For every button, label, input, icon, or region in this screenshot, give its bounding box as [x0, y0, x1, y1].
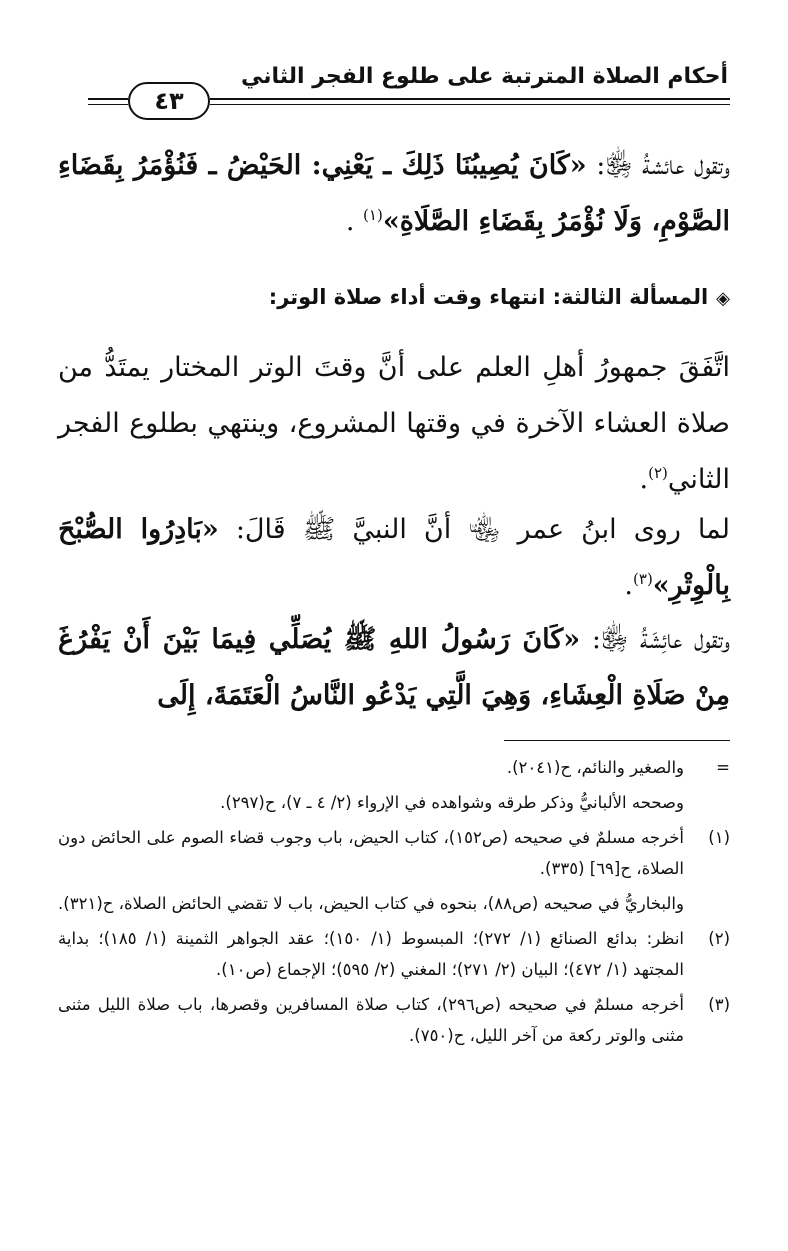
section-heading-text: المسألة الثالثة: انتهاء وقت أداء صلاة الوتر: [268, 285, 709, 309]
page-number: ٤٣ [128, 82, 210, 120]
footnote-1 [58, 822, 730, 919]
footnote-separator [504, 740, 730, 741]
paragraph-3-end: . [624, 570, 634, 601]
paragraph-1-quote: «كَانَ يُصِيبُنَا ذَلِكَ ـ يَعْنِي: الحَيْضُ ـ فَنُؤْمَرُ بِقَضَاءِ الصَّوْمِ، وَلَا نُؤْمَرُ بِقَضَاءِ الصَّلَاةِ» [58, 150, 730, 237]
paragraph-1-intro: وتقول عائشةُ ﵂: [586, 150, 730, 181]
footnote-text: أخرجه مسلمٌ في صحيحه (ص٢٩٦)، كتاب صلاة المسافرين وقصرها، باب صلاة الليل مثنى مثنى والوتر ركعة من آخر الليل، ح(٧٥٠). [58, 995, 685, 1045]
footnote-text: انظر: بدائع الصنائع (١/ ٢٧٢)؛ المبسوط (١/ ١٥٠)؛ عقد الجواهر الثمينة (١/ ١٨٥)؛ بداية المجتهد (١/ ٤٧٢)؛ البيان (٢/ ٢٧١)؛ المغني (٢/ ٥٩٥)؛ الإجماع (ص١٠). [58, 929, 685, 979]
paragraph-1 [58, 138, 730, 250]
footnotes [58, 752, 730, 1055]
footnote-text: وصححه الألبانيُّ وذكر طرقه وشواهده في الإرواء (٢/ ٤ ـ ٧)، ح(٢٩٧). [220, 793, 684, 812]
diamond-icon: ◈ [716, 288, 730, 309]
paragraph-3-quote: «بَادِرُوا الصُّبْحَ بِالْوِتْرِ» [58, 514, 730, 601]
paragraph-4-quote: «كَانَ رَسُولُ اللهِ ﷺ يُصَلِّي فِيمَا بَيْنَ أَنْ يَفْرُغَ مِنْ صَلَاةِ الْعِشَاءِ، وَهِيَ الَّتِي يَدْعُو النَّاسُ الْعَتَمَةَ، إِلَى [58, 624, 730, 711]
footnote-text: والبخاريُّ في صحيحه (ص٨٨)، بنحوه في كتاب الحيض، باب لا تقضي الحائض الصلاة، ح(٣٢١). [58, 894, 684, 913]
footnote-text: والصغير والنائم، ح(٢٠٤١). [506, 758, 684, 777]
paragraph-3-intro: لما روى ابنُ عمر ﵄ أنَّ النبيَّ ﷺ قَالَ: [218, 514, 730, 545]
paragraph-3 [58, 502, 730, 614]
paragraph-4-intro: وتقول عائِشَةُ ﵂: [580, 624, 730, 655]
footnote-text: أخرجه مسلمٌ في صحيحه (ص١٥٢)، كتاب الحيض، باب وجوب قضاء الصوم على الحائض دون الصلاة، ح[٦٩] (٣٣٥). [58, 828, 684, 878]
header-rule-left-thin [88, 104, 128, 105]
footnote-number: (٢) [708, 929, 730, 948]
header-rule-thin [210, 104, 730, 105]
paragraph-4 [58, 612, 730, 724]
footnote-number: (٣) [708, 995, 730, 1014]
header-rule-left [88, 98, 128, 100]
paragraph-2 [58, 340, 730, 508]
section-heading [269, 285, 730, 309]
footnote-number: = [716, 758, 730, 777]
footnote-3 [58, 989, 730, 1051]
footnote-ref-2: (٢) [648, 464, 668, 482]
running-title: أحكام الصلاة المترتبة على طلوع الفجر الثاني [240, 64, 728, 89]
footnote-continued [58, 752, 730, 818]
footnote-ref-1: (١) [363, 206, 383, 224]
header-rule [210, 98, 730, 100]
footnote-2 [58, 923, 730, 985]
footnote-ref-3: (٣) [633, 570, 653, 588]
paragraph-2-end: . [639, 464, 649, 495]
paragraph-1-end: . [345, 206, 364, 237]
paragraph-2-text: اتَّفَقَ جمهورُ أهلِ العلم على أنَّ وقتَ الوتر المختار يمتَدُّ من صلاة العشاء الآخرة في وقتها المشروع، وينتهي بطلوع الفجر الثاني [58, 352, 730, 495]
footnote-number: (١) [708, 828, 730, 847]
